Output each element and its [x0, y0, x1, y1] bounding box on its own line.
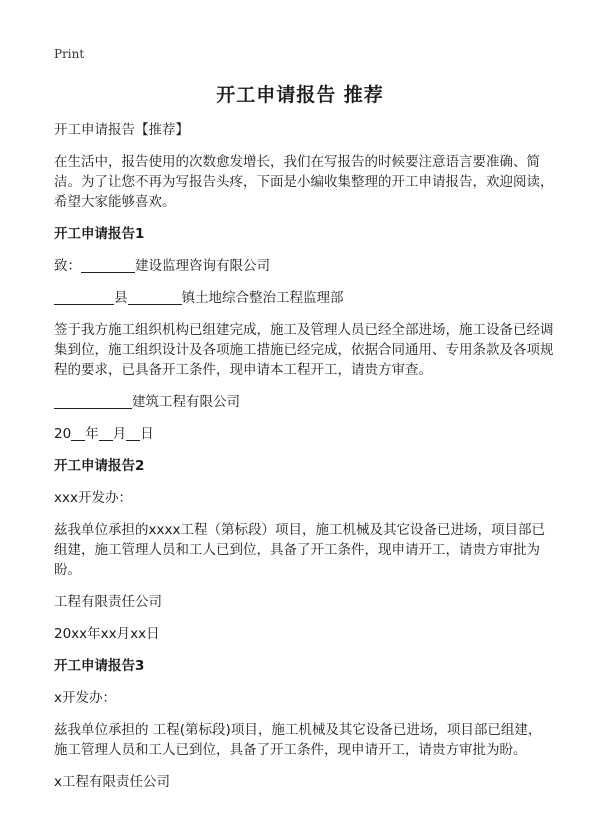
report1-county-line [54, 288, 554, 308]
report1-year-blank [71, 425, 85, 441]
intro-paragraph: 在生活中，报告使用的次数愈发增长，我们在写报告的时候要注意语言要准确、简洁。为了让您不再为写报告头疼，下面是小编收集整理的开工申请报告，欢迎阅读，希望大家能够喜欢。 [54, 154, 554, 210]
report1-company: 建筑工程有限公司 [132, 394, 240, 410]
print-link[interactable]: Print [54, 47, 85, 61]
report1-heading: 开工申请报告1 [54, 226, 145, 242]
report1-date-year: 年 [85, 426, 99, 442]
report2-heading: 开工申请报告2 [54, 458, 145, 474]
report3-salutation: x开发办： [54, 690, 116, 706]
report1-town-blank [128, 289, 182, 305]
subtitle: 开工申请报告【推荐】 [54, 122, 189, 138]
report1-day-blank [126, 425, 140, 441]
report2-date: 20xx年xx月xx日 [54, 626, 160, 642]
report1-date-day: 日 [140, 426, 154, 442]
report3-body: 兹我单位承担的 工程(第标段)项目，施工机械及其它设备已进场，项目部已组建，施工管理人员和工人已到位，具备了开工条件，现申请开工，请贵方审批为盼。 [54, 722, 542, 758]
report1-month-blank [99, 425, 113, 441]
document-body [54, 120, 554, 804]
report1-date [54, 424, 554, 444]
report2-company: 工程有限责任公司 [54, 594, 162, 610]
report2-body: 兹我单位承担的xxxx工程（第标段）项目，施工机械及其它设备已进场，项目部已组建，施工管理人员和工人已到位，具备了开工条件，现申请开工，请贵方审批为盼。 [54, 522, 545, 578]
report1-county-suffix: 县 [114, 290, 128, 306]
report1-to-prefix: 致： [54, 258, 81, 274]
report1-date-prefix: 20 [54, 426, 72, 442]
report1-company-line [54, 392, 554, 412]
report1-recipient [54, 256, 554, 276]
report1-company-blank [54, 393, 132, 409]
report1-to-org: 建设监理咨询有限公司 [135, 258, 270, 274]
report1-to-blank [81, 257, 135, 273]
report3-company: x工程有限责任公司 [54, 774, 170, 790]
document-title: 开工申请报告 推荐 [216, 84, 384, 106]
report2-salutation: xxx开发办： [54, 490, 132, 506]
report1-county-blank [54, 289, 114, 305]
report1-body: 签于我方施工组织机构已组建完成，施工及管理人员已经全部进场，施工设备已经调集到位，施工组织设计及各项施工措施已经完成，依据合同通用、专用条款及各项规程的要求，已具备开工条件，现申请本工程开工，请贵方审查。 [54, 322, 554, 378]
report1-date-month: 月 [112, 426, 127, 442]
report3-heading: 开工申请报告3 [54, 658, 145, 674]
report1-county-dept: 镇土地综合整治工程监理部 [181, 290, 344, 306]
